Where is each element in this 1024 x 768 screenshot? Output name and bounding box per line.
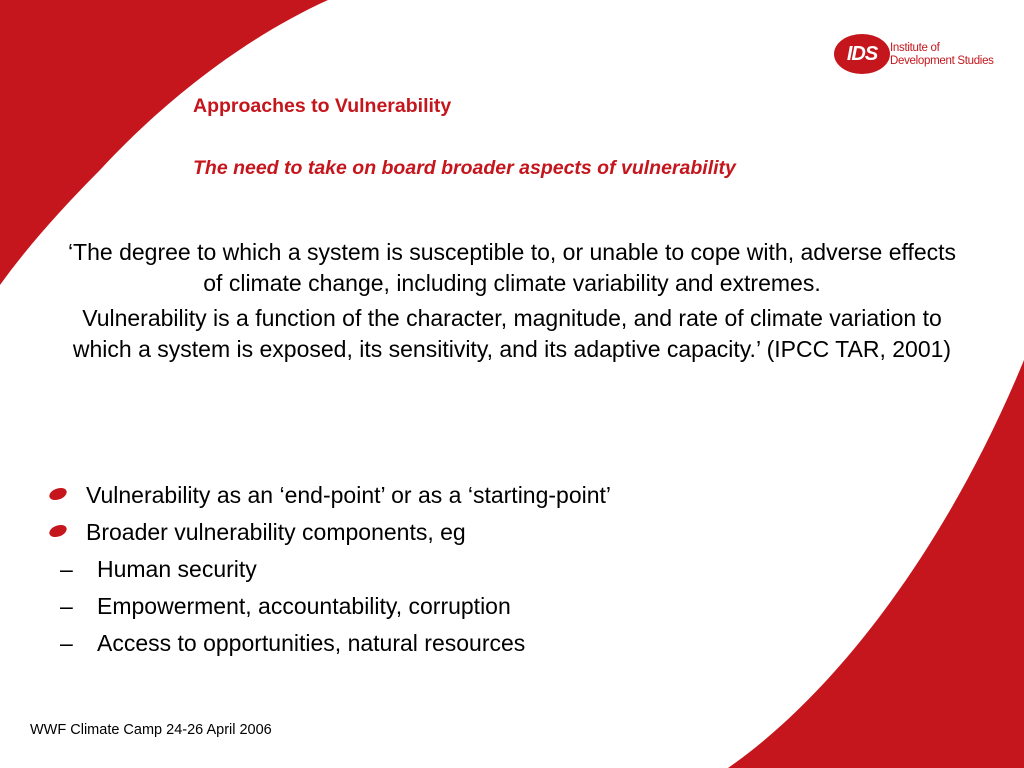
ids-logo <box>832 30 1002 78</box>
sub-bullet-text: Access to opportunities, natural resources <box>97 630 526 656</box>
sub-bullet-item <box>46 625 946 662</box>
sub-bullet-text: Empowerment, accountability, corruption <box>97 593 511 619</box>
sub-bullet-item <box>46 588 946 625</box>
slide-subtitle: The need to take on board broader aspects of vulnerability <box>193 157 736 179</box>
logo-line-2: Development Studies <box>890 55 994 67</box>
bullet-text: Broader vulnerability components, eg <box>86 519 466 545</box>
sub-bullet-item <box>46 551 946 588</box>
ids-logo-text <box>890 42 994 68</box>
red-ellipse-bullet-icon <box>48 487 68 501</box>
ids-logo-badge: IDS <box>834 34 890 74</box>
footer-text: WWF Climate Camp 24-26 April 2006 <box>30 722 272 738</box>
dash-marker: – <box>60 556 73 582</box>
bullet-item <box>46 514 946 551</box>
bullet-text: Vulnerability as an ‘end-point’ or as a ‘starting-point’ <box>86 482 612 508</box>
logo-line-1: Institute of <box>890 42 940 54</box>
quote-paragraph-2: Vulnerability is a function of the character, magnitude, and rate of climate variation to which a system is exposed, its sensitivity, and its adaptive capacity.’ (IPCC TAR, 2001) <box>72 305 952 362</box>
sub-bullet-list <box>46 551 946 662</box>
red-ellipse-bullet-icon <box>48 524 68 538</box>
bullet-list <box>46 477 946 662</box>
quote-paragraph-1: ‘The degree to which a system is susceptible to, or unable to cope with, adverse effects of climate change, including climate variability and extremes. <box>67 239 957 296</box>
bullet-item <box>46 477 946 514</box>
dash-marker: – <box>60 593 73 619</box>
sub-bullet-text: Human security <box>97 556 257 582</box>
dash-marker: – <box>60 630 73 656</box>
sub-bullet-container <box>46 551 946 662</box>
ipcc-quote <box>60 237 964 369</box>
slide-title: Approaches to Vulnerability <box>193 95 452 117</box>
